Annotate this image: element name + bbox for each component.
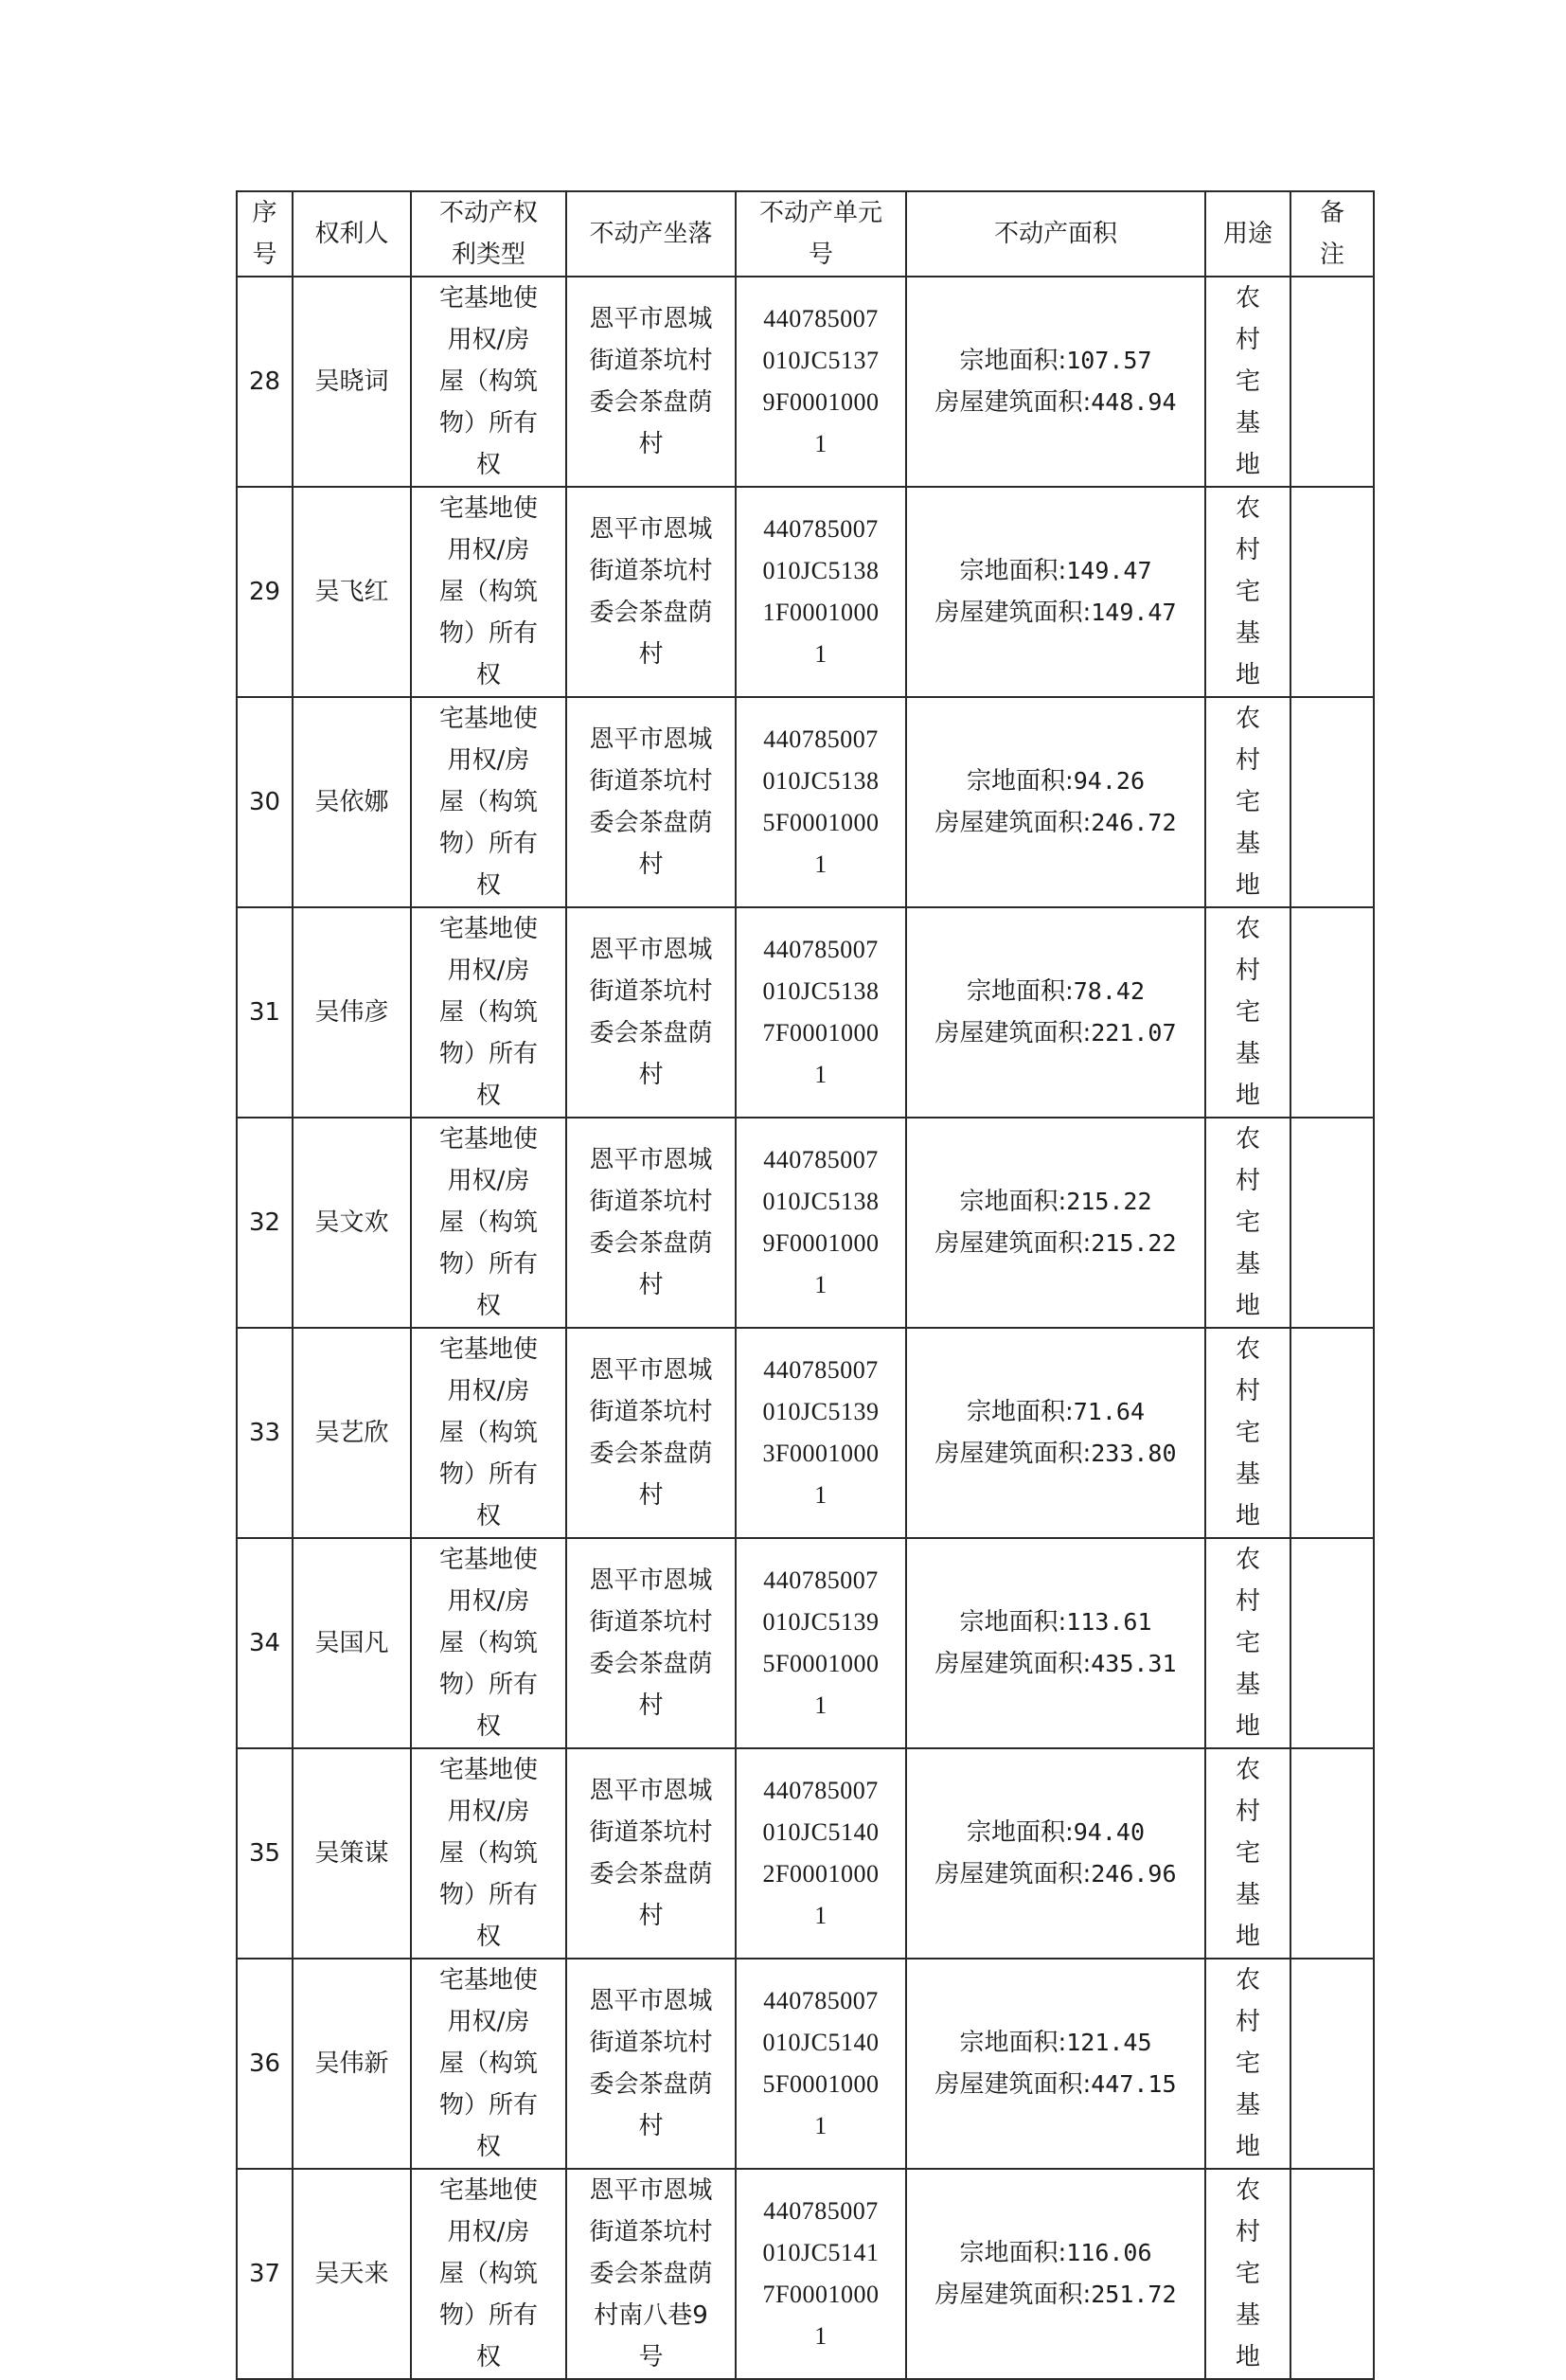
cell-type: 宅基地使用权/房屋（构筑物）所有权: [411, 1959, 566, 2169]
table-row: [237, 2169, 1374, 2379]
cell-holder: 吴依娜: [293, 697, 411, 907]
cell-note: [1290, 277, 1374, 487]
cell-unit: 440785007010JC51387F00010001: [736, 907, 906, 1118]
cell-holder: 吴天来: [293, 2169, 411, 2379]
cell-use: 农村宅基地: [1205, 1748, 1290, 1959]
cell-unit: 440785007010JC51402F00010001: [736, 1748, 906, 1959]
header-row: [237, 191, 1374, 277]
cell-no: 29: [237, 487, 293, 697]
cell-unit: 440785007010JC51381F00010001: [736, 487, 906, 697]
cell-area: [906, 2169, 1205, 2379]
cell-note: [1290, 907, 1374, 1118]
building-area-line: 房屋建筑面积:246.96: [934, 1860, 1177, 1888]
land-area-line: 宗地面积:149.47: [959, 557, 1152, 585]
cell-area: [906, 1959, 1205, 2169]
cell-note: [1290, 1538, 1374, 1748]
cell-use: 农村宅基地: [1205, 1538, 1290, 1748]
cell-note: [1290, 697, 1374, 907]
cell-holder: 吴飞红: [293, 487, 411, 697]
header-use: 用途: [1205, 191, 1290, 277]
property-register-table: [236, 190, 1375, 2380]
cell-location: 恩平市恩城街道茶坑村委会茶盘荫村: [566, 907, 736, 1118]
cell-use: 农村宅基地: [1205, 487, 1290, 697]
header-holder: 权利人: [293, 191, 411, 277]
cell-holder: 吴晓词: [293, 277, 411, 487]
building-area-line: 房屋建筑面积:221.07: [934, 1019, 1177, 1047]
cell-unit: 440785007010JC51417F00010001: [736, 2169, 906, 2379]
cell-type: 宅基地使用权/房屋（构筑物）所有权: [411, 1538, 566, 1748]
header-unit: 不动产单元号: [736, 191, 906, 277]
cell-unit: 440785007010JC51393F00010001: [736, 1328, 906, 1538]
cell-area: [906, 1328, 1205, 1538]
cell-holder: 吴伟彦: [293, 907, 411, 1118]
cell-area: [906, 907, 1205, 1118]
building-area-line: 房屋建筑面积:246.72: [934, 809, 1177, 837]
cell-note: [1290, 2169, 1374, 2379]
cell-location: 恩平市恩城街道茶坑村委会茶盘荫村: [566, 487, 736, 697]
cell-location: 恩平市恩城街道茶坑村委会茶盘荫村: [566, 1748, 736, 1959]
header-location: 不动产坐落: [566, 191, 736, 277]
cell-holder: 吴艺欣: [293, 1328, 411, 1538]
land-area-line: 宗地面积:78.42: [966, 977, 1146, 1006]
header-no: 序号: [237, 191, 293, 277]
building-area-line: 房屋建筑面积:215.22: [934, 1229, 1177, 1258]
cell-use: 农村宅基地: [1205, 1118, 1290, 1328]
cell-no: 30: [237, 697, 293, 907]
table-row: [237, 1538, 1374, 1748]
cell-unit: 440785007010JC51405F00010001: [736, 1959, 906, 2169]
building-area-line: 房屋建筑面积:448.94: [934, 388, 1177, 417]
cell-area: [906, 1748, 1205, 1959]
cell-no: 32: [237, 1118, 293, 1328]
land-area-line: 宗地面积:71.64: [966, 1398, 1146, 1426]
building-area-line: 房屋建筑面积:435.31: [934, 1650, 1177, 1678]
cell-note: [1290, 1748, 1374, 1959]
cell-area: [906, 697, 1205, 907]
cell-type: 宅基地使用权/房屋（构筑物）所有权: [411, 1118, 566, 1328]
cell-no: 37: [237, 2169, 293, 2379]
table-row: [237, 907, 1374, 1118]
cell-use: 农村宅基地: [1205, 277, 1290, 487]
table-row: [237, 1748, 1374, 1959]
cell-note: [1290, 1959, 1374, 2169]
table-body: [237, 277, 1374, 2379]
cell-area: [906, 1538, 1205, 1748]
land-area-line: 宗地面积:215.22: [959, 1188, 1152, 1216]
cell-unit: 440785007010JC51395F00010001: [736, 1538, 906, 1748]
table-row: [237, 697, 1374, 907]
land-area-line: 宗地面积:94.40: [966, 1818, 1146, 1847]
cell-location: 恩平市恩城街道茶坑村委会茶盘荫村: [566, 697, 736, 907]
cell-no: 34: [237, 1538, 293, 1748]
land-area-line: 宗地面积:94.26: [966, 767, 1146, 796]
cell-holder: 吴策谋: [293, 1748, 411, 1959]
cell-holder: 吴国凡: [293, 1538, 411, 1748]
land-area-line: 宗地面积:116.06: [959, 2239, 1152, 2267]
cell-no: 36: [237, 1959, 293, 2169]
cell-location: 恩平市恩城街道茶坑村委会茶盘荫村: [566, 1538, 736, 1748]
land-area-line: 宗地面积:121.45: [959, 2029, 1152, 2057]
cell-use: 农村宅基地: [1205, 1959, 1290, 2169]
cell-location: 恩平市恩城街道茶坑村委会茶盘荫村: [566, 277, 736, 487]
table-row: [237, 1118, 1374, 1328]
building-area-line: 房屋建筑面积:251.72: [934, 2281, 1177, 2309]
cell-use: 农村宅基地: [1205, 697, 1290, 907]
building-area-line: 房屋建筑面积:233.80: [934, 1440, 1177, 1468]
cell-area: [906, 277, 1205, 487]
cell-area: [906, 487, 1205, 697]
cell-type: 宅基地使用权/房屋（构筑物）所有权: [411, 697, 566, 907]
cell-no: 33: [237, 1328, 293, 1538]
cell-no: 31: [237, 907, 293, 1118]
cell-location: 恩平市恩城街道茶坑村委会茶盘荫村南八巷9号: [566, 2169, 736, 2379]
cell-note: [1290, 1118, 1374, 1328]
land-area-line: 宗地面积:113.61: [959, 1608, 1152, 1637]
cell-use: 农村宅基地: [1205, 2169, 1290, 2379]
land-area-line: 宗地面积:107.57: [959, 347, 1152, 375]
cell-holder: 吴文欢: [293, 1118, 411, 1328]
cell-unit: 440785007010JC51379F00010001: [736, 277, 906, 487]
cell-holder: 吴伟新: [293, 1959, 411, 2169]
cell-location: 恩平市恩城街道茶坑村委会茶盘荫村: [566, 1328, 736, 1538]
cell-use: 农村宅基地: [1205, 1328, 1290, 1538]
cell-use: 农村宅基地: [1205, 907, 1290, 1118]
cell-location: 恩平市恩城街道茶坑村委会茶盘荫村: [566, 1959, 736, 2169]
cell-type: 宅基地使用权/房屋（构筑物）所有权: [411, 1748, 566, 1959]
table-row: [237, 1328, 1374, 1538]
header-type: 不动产权利类型: [411, 191, 566, 277]
header-area: 不动产面积: [906, 191, 1205, 277]
cell-no: 35: [237, 1748, 293, 1959]
cell-type: 宅基地使用权/房屋（构筑物）所有权: [411, 487, 566, 697]
building-area-line: 房屋建筑面积:149.47: [934, 599, 1177, 627]
cell-note: [1290, 1328, 1374, 1538]
cell-no: 28: [237, 277, 293, 487]
cell-unit: 440785007010JC51389F00010001: [736, 1118, 906, 1328]
header-note: 备注: [1290, 191, 1374, 277]
cell-type: 宅基地使用权/房屋（构筑物）所有权: [411, 2169, 566, 2379]
cell-location: 恩平市恩城街道茶坑村委会茶盘荫村: [566, 1118, 736, 1328]
cell-type: 宅基地使用权/房屋（构筑物）所有权: [411, 277, 566, 487]
table-header: [237, 191, 1374, 277]
cell-note: [1290, 487, 1374, 697]
table-row: [237, 277, 1374, 487]
building-area-line: 房屋建筑面积:447.15: [934, 2070, 1177, 2099]
cell-type: 宅基地使用权/房屋（构筑物）所有权: [411, 1328, 566, 1538]
cell-type: 宅基地使用权/房屋（构筑物）所有权: [411, 907, 566, 1118]
table-row: [237, 487, 1374, 697]
cell-unit: 440785007010JC51385F00010001: [736, 697, 906, 907]
cell-area: [906, 1118, 1205, 1328]
table-row: [237, 1959, 1374, 2169]
